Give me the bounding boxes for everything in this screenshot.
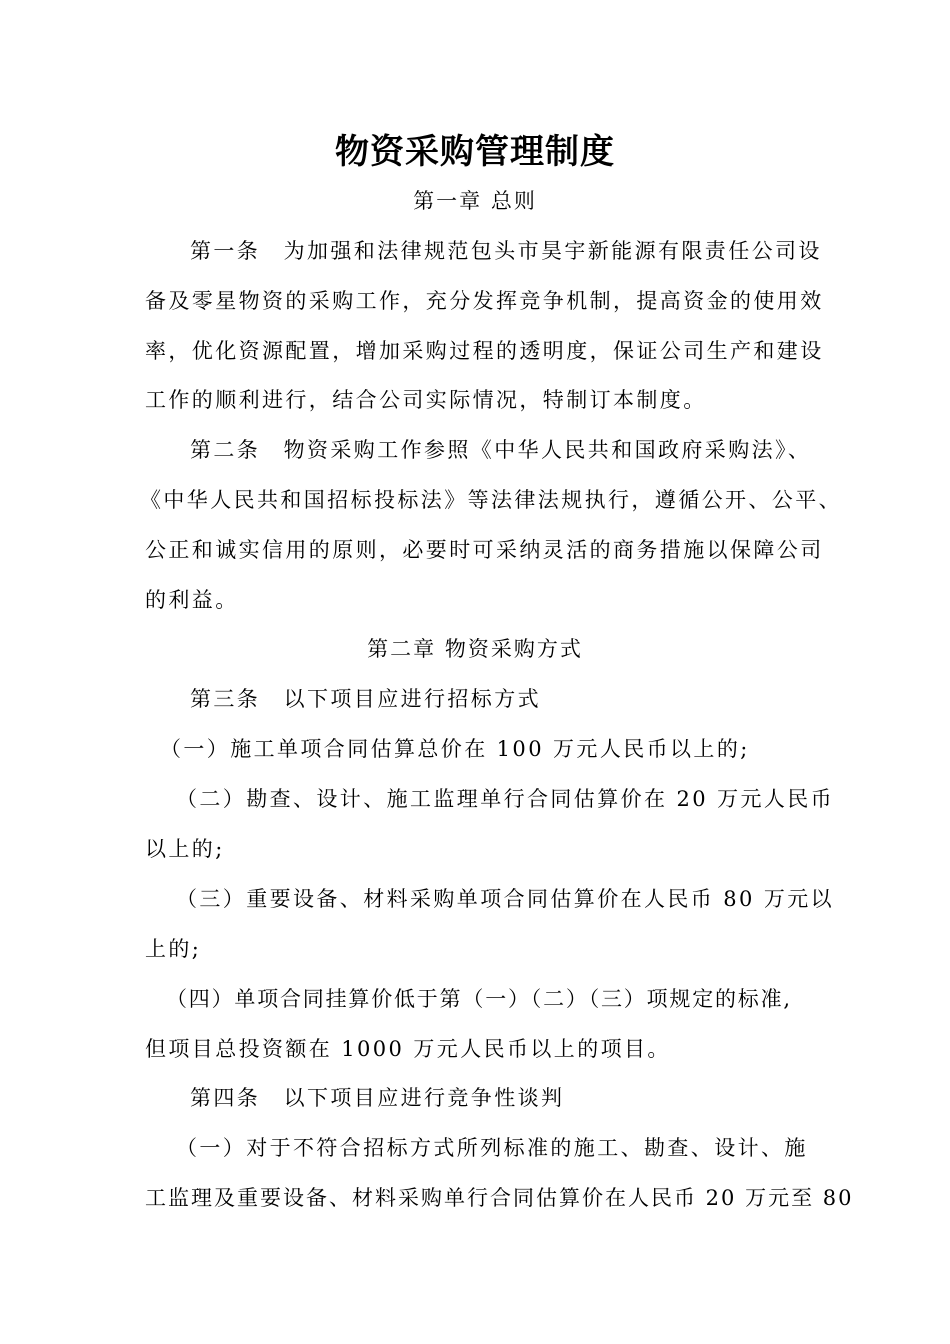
- article-1-line-1: 第一条 为加强和法律规范包头市昊宇新能源有限责任公司设: [190, 239, 822, 263]
- article-2-line-2: 《中华人民共和国招标投标法》等法律法规执行，遵循公开、公平、: [140, 488, 842, 512]
- article-4-line-1: 第四条 以下项目应进行竞争性谈判: [190, 1086, 565, 1110]
- article-3-line-1: 第三条 以下项目应进行招标方式: [190, 687, 541, 711]
- article-3-item-2-line-1: （二）勘查、设计、施工监理单行合同估算价在 20 万元人民币: [176, 787, 835, 811]
- article-2-line-4: 的利益。: [145, 588, 239, 612]
- article-1-line-3: 率，优化资源配置，增加采购过程的透明度，保证公司生产和建设: [145, 339, 824, 363]
- article-1-line-4: 工作的顺利进行，结合公司实际情况，特制订本制度。: [145, 388, 707, 412]
- article-3-item-4-line-2: 但项目总投资额在 1000 万元人民币以上的项目。: [145, 1037, 671, 1061]
- article-2-line-1: 第二条 物资采购工作参照《中华人民共和国政府采购法》、: [190, 438, 812, 462]
- document-title: 物资采购管理制度: [335, 132, 615, 172]
- article-3-item-1: （一）施工单项合同估算总价在 100 万元人民币以上的;: [160, 737, 750, 761]
- article-4-item-1-line-1: （一）对于不符合招标方式所列标准的施工、勘查、设计、施: [176, 1136, 808, 1160]
- chapter-heading-1: 第一章 总则: [413, 189, 537, 213]
- article-4-item-1-line-2: 工监理及重要设备、材料采购单行合同估算价在人民币 20 万元至 80: [145, 1186, 854, 1210]
- article-3-item-2-line-2: 以上的;: [145, 837, 225, 861]
- chapter-heading-2: 第二章 物资采购方式: [367, 637, 583, 661]
- article-2-line-3: 公正和诚实信用的原则，必要时可采纳灵活的商务措施以保障公司: [145, 538, 824, 562]
- article-3-item-3-line-1: （三）重要设备、材料采购单项合同估算价在人民币 80 万元以: [176, 887, 835, 911]
- article-3-item-3-line-2: 上的;: [145, 937, 202, 961]
- article-1-line-2: 备及零星物资的采购工作，充分发挥竞争机制，提高资金的使用效: [145, 289, 824, 313]
- article-3-item-4-line-1: （四）单项合同挂算价低于第（一）（二）（三）项规定的标准,: [166, 987, 792, 1011]
